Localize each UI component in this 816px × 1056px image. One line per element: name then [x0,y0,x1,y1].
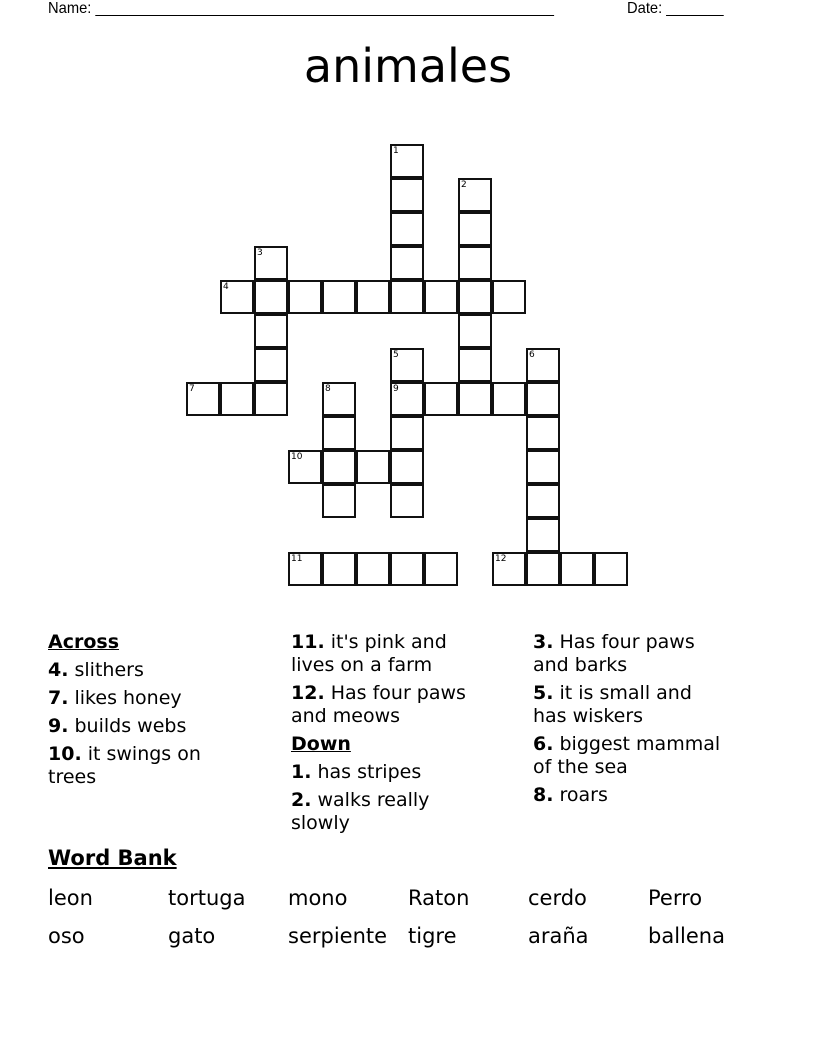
grid-cell[interactable] [288,450,322,484]
clue-down-2: 2. walks really slowly [291,789,430,834]
grid-cell[interactable] [390,484,424,518]
clue-across-10: 10. it swings on trees [48,743,201,788]
clue-down-1: 1. has stripes [291,761,422,783]
grid-cell[interactable] [322,484,356,518]
grid-cell[interactable] [322,382,356,416]
name-label: Name: [48,0,92,17]
clue-across-9: 9. builds webs [48,715,187,737]
grid-cell[interactable] [390,382,424,416]
grid-cell[interactable] [390,178,424,212]
grid-cell[interactable] [526,484,560,518]
grid-cell[interactable] [492,552,526,586]
date-line: _______ [666,0,724,17]
grid-cell[interactable] [220,382,254,416]
clue-down-5: 5. it is small and has wiskers [533,682,692,727]
grid-cell[interactable] [424,382,458,416]
word-bank-item: araña [528,924,589,948]
date-field[interactable] [627,0,724,18]
clue-number: 9 [393,384,399,394]
grid-cell[interactable] [526,552,560,586]
clue-number: 10 [291,452,303,462]
clue-number: 11 [291,554,303,564]
grid-cell[interactable] [254,348,288,382]
clue-number: 6 [529,350,535,360]
grid-cell[interactable] [356,450,390,484]
grid-cell[interactable] [424,552,458,586]
word-bank-item: gato [168,924,216,948]
grid-cell[interactable] [526,416,560,450]
name-field[interactable] [48,0,554,18]
grid-cell[interactable] [526,348,560,382]
grid-cell[interactable] [560,552,594,586]
clue-number: 5 [393,350,399,360]
clue-number: 8 [325,384,331,394]
clue-number: 3 [257,248,263,258]
grid-cell[interactable] [458,246,492,280]
grid-cell[interactable] [458,382,492,416]
clue-down-6: 6. biggest mammal of the sea [533,733,721,778]
grid-cell[interactable] [526,382,560,416]
clue-number: 4 [223,282,229,292]
clue-number: 1 [393,146,399,156]
grid-cell[interactable] [288,552,322,586]
word-bank-item: Raton [408,886,470,910]
grid-cell[interactable] [390,280,424,314]
date-label: Date: [627,0,663,17]
grid-cell[interactable] [390,416,424,450]
clue-number: 2 [461,180,467,190]
clue-across-11: 11. it's pink and lives on a farm [291,631,447,676]
grid-cell[interactable] [186,382,220,416]
word-bank-item: ballena [648,924,725,948]
down-heading: Down [291,733,351,755]
across-heading: Across [48,631,120,653]
word-bank-item: cerdo [528,886,587,910]
grid-cell[interactable] [424,280,458,314]
grid-cell[interactable] [458,348,492,382]
clue-number: 7 [189,384,195,394]
grid-cell[interactable] [288,280,322,314]
grid-cell[interactable] [526,450,560,484]
clue-across-12: 12. Has four paws and meows [291,682,466,727]
page-title: animales [303,39,513,93]
grid-cell[interactable] [390,144,424,178]
clues-column-2 [291,631,491,840]
word-bank-item: leon [48,886,93,910]
word-bank-item: mono [288,886,348,910]
grid-cell[interactable] [390,348,424,382]
word-bank-item: serpiente [288,924,388,948]
clue-down-8: 8. roars [533,784,608,806]
grid-cell[interactable] [390,212,424,246]
grid-cell[interactable] [322,280,356,314]
grid-cell[interactable] [390,552,424,586]
clue-number: 12 [495,554,507,564]
name-line: ________________________________________________________ [95,0,554,17]
word-bank-heading: Word Bank [48,846,177,870]
grid-cell[interactable] [220,280,254,314]
grid-cell[interactable] [492,382,526,416]
grid-cell[interactable] [594,552,628,586]
word-bank-item: tigre [408,924,457,948]
word-bank-item: oso [48,924,85,948]
grid-cell[interactable] [254,314,288,348]
clues-column-1 [48,631,280,794]
clue-down-3: 3. Has four paws and barks [533,631,695,676]
grid-cell[interactable] [492,280,526,314]
word-bank-item: tortuga [168,886,246,910]
grid-cell[interactable] [390,450,424,484]
grid-cell[interactable] [458,212,492,246]
word-bank-item: Perro [648,886,703,910]
grid-cell[interactable] [322,416,356,450]
grid-cell[interactable] [254,382,288,416]
grid-cell[interactable] [390,246,424,280]
grid-cell[interactable] [356,552,390,586]
grid-cell[interactable] [322,552,356,586]
grid-cell[interactable] [322,450,356,484]
grid-cell[interactable] [458,280,492,314]
grid-cell[interactable] [458,314,492,348]
grid-cell[interactable] [526,518,560,552]
grid-cell[interactable] [356,280,390,314]
clues-column-3 [533,631,743,812]
clue-across-4: 4. slithers [48,659,144,681]
clue-across-7: 7. likes honey [48,687,182,709]
grid-cell[interactable] [254,280,288,314]
grid-cell[interactable] [254,246,288,280]
grid-cell[interactable] [458,178,492,212]
